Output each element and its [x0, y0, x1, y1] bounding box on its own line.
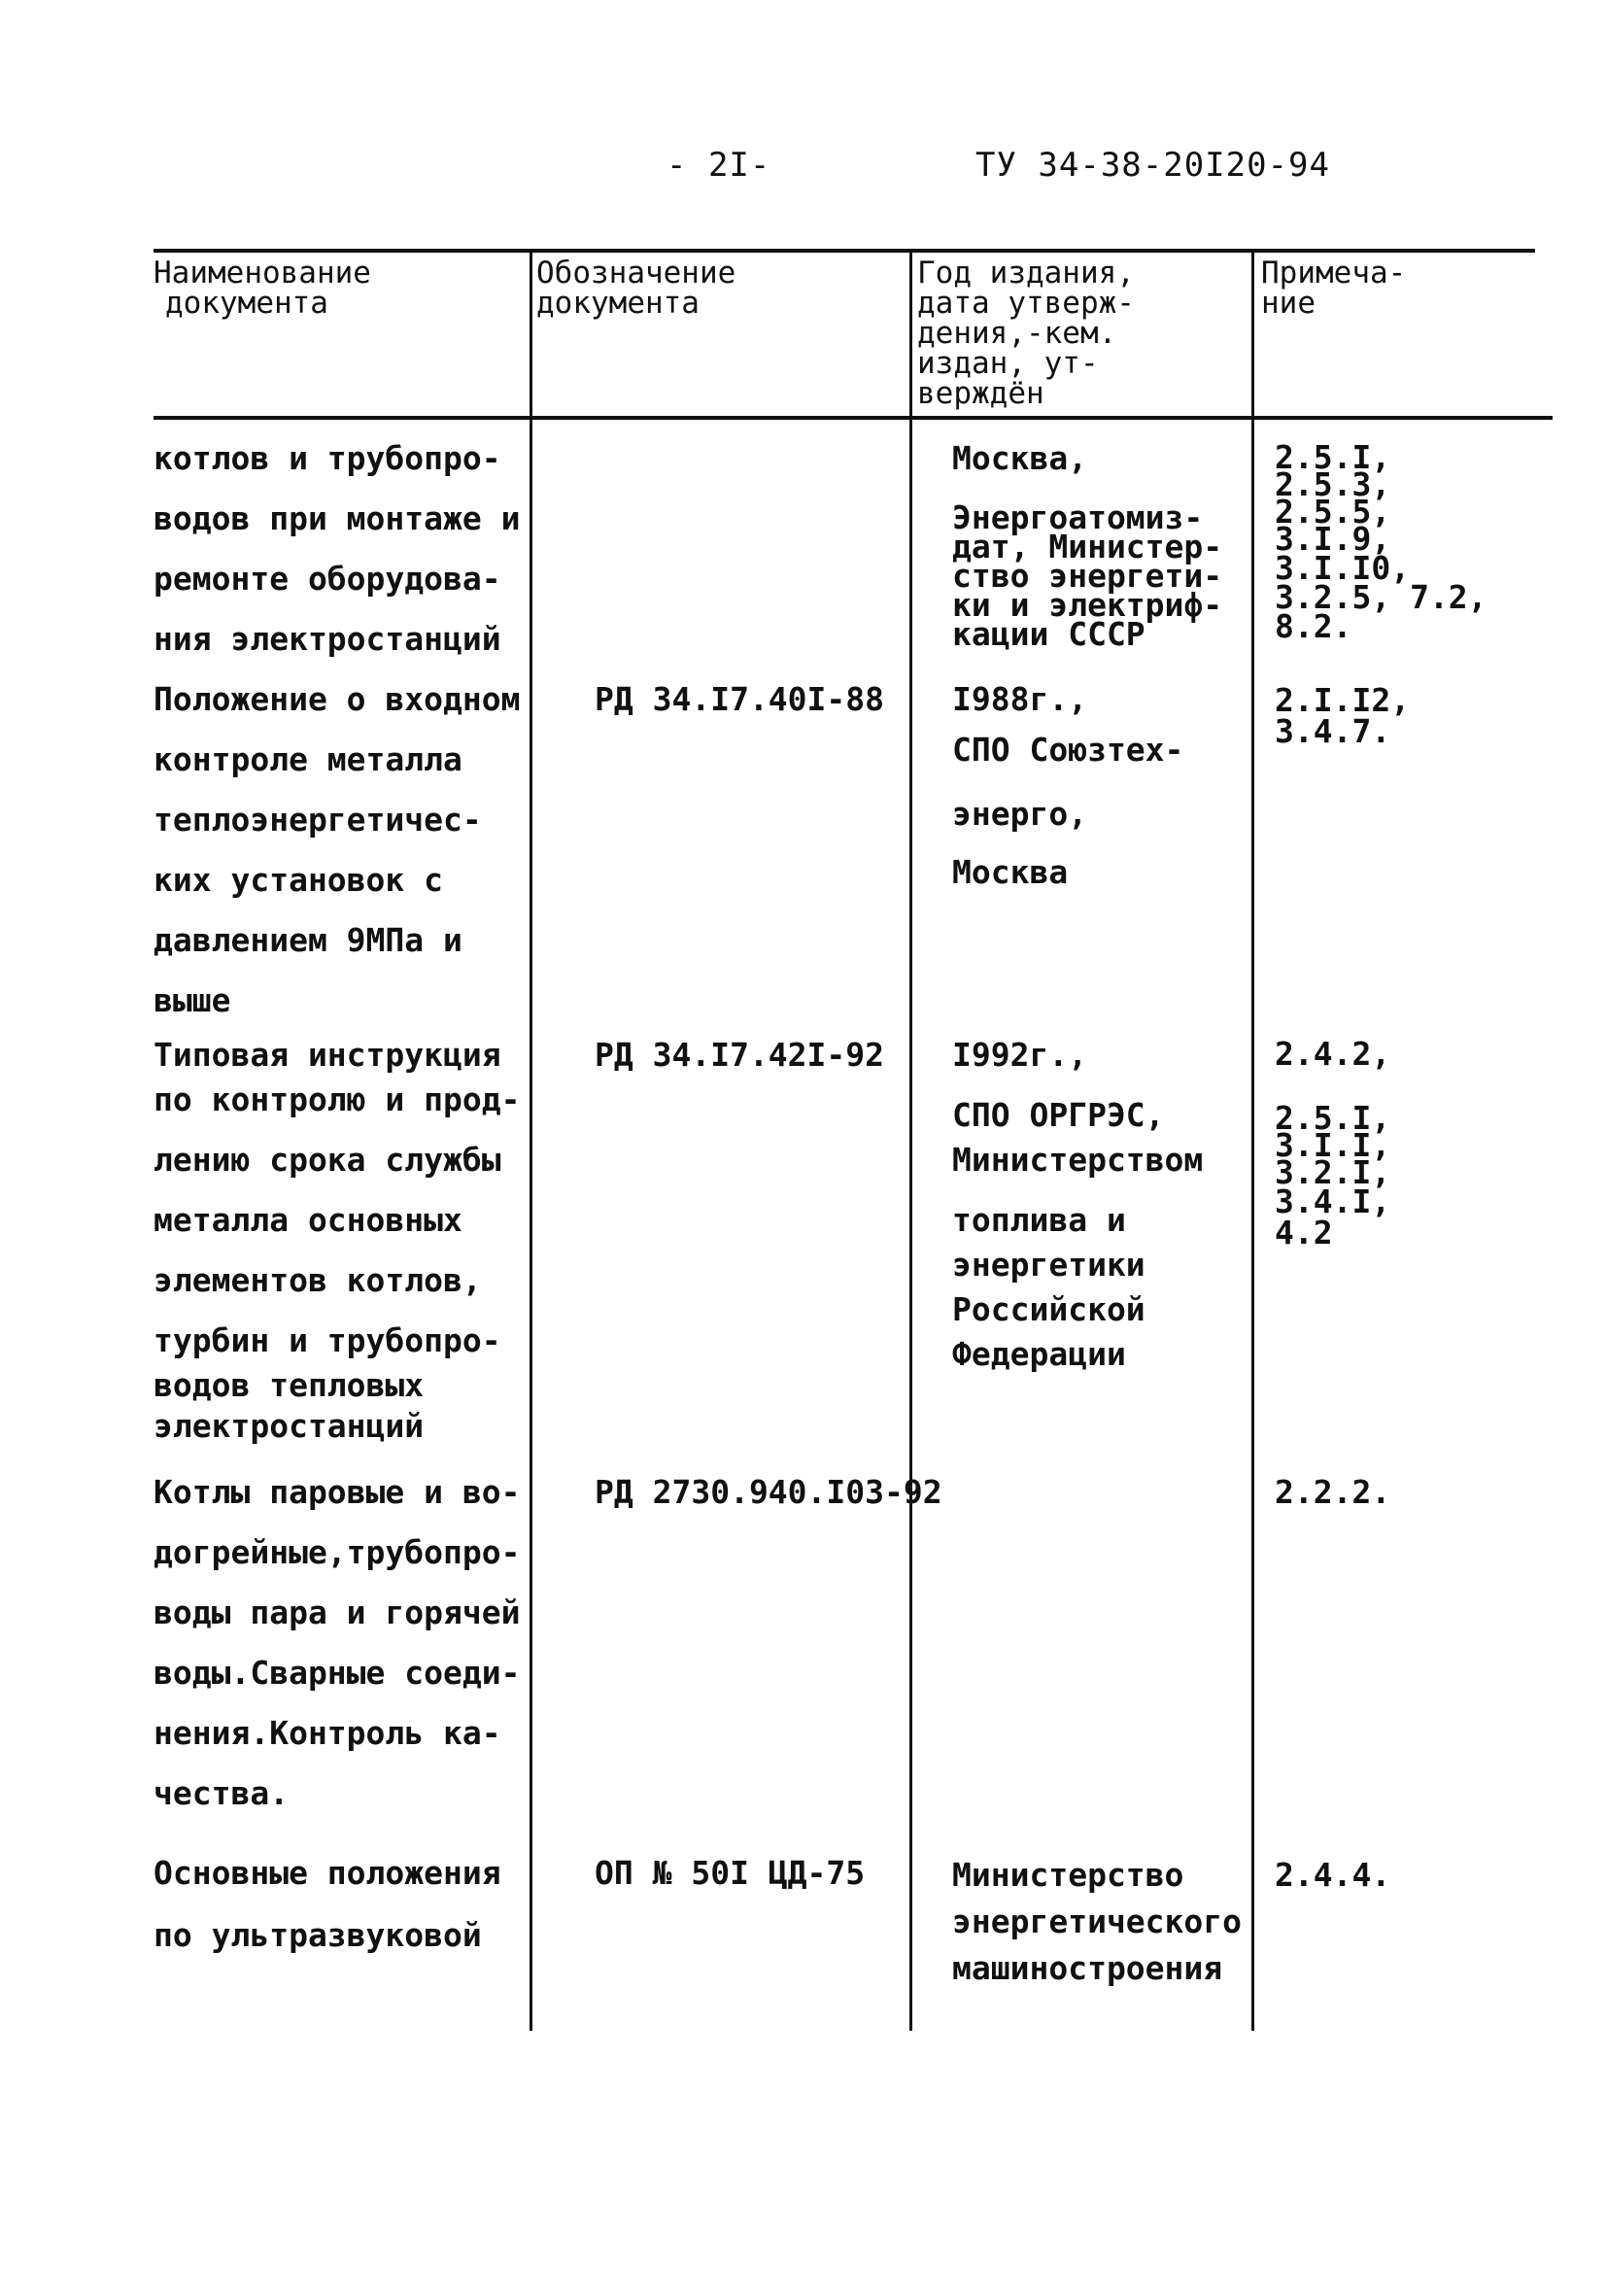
row-name-line: ния электростанций: [154, 620, 501, 658]
row-note-line: 2.I.I2,: [1275, 681, 1411, 719]
row-year-line: Министерством: [952, 1141, 1204, 1179]
row-note-line: 2.2.2.: [1275, 1473, 1391, 1511]
row-name-line: электростанций: [154, 1407, 425, 1445]
table-top-rule: [154, 249, 1535, 253]
row-note-line: 3.4.7.: [1275, 712, 1391, 750]
column-header-year-line: Год издания,: [917, 256, 1135, 291]
row-year-line: дат, Министер-: [952, 528, 1223, 565]
row-note-line: 2.4.4.: [1275, 1856, 1391, 1894]
row-note-line: 2.5.3,: [1275, 465, 1391, 503]
document-number: ТУ 34-38-20I20-94: [975, 146, 1330, 185]
row-name-line: воды пара и горячей: [154, 1593, 521, 1631]
row-year-line: ство энергети-: [952, 557, 1223, 595]
row-note-line: 3.2.5, 7.2,: [1275, 578, 1487, 616]
row-name-line: турбин и трубопро-: [154, 1321, 501, 1359]
row-year-line: Министерство: [952, 1856, 1184, 1894]
row-note-line: 2.5.I,: [1275, 1099, 1391, 1137]
column-divider-2: [909, 251, 912, 2031]
row-name-line: Котлы паровые и во-: [154, 1473, 521, 1511]
row-note-line: 3.2.I,: [1275, 1153, 1391, 1191]
row-year-line: СПО ОРГРЭС,: [952, 1096, 1165, 1134]
row-note-line: 3.I.9,: [1275, 520, 1391, 558]
column-header-designation-line: Обозначение: [536, 256, 736, 291]
row-name-line: догрейные,трубопро-: [154, 1533, 521, 1571]
row-name-line: по контролю и прод-: [154, 1080, 521, 1118]
row-year-line: энерго,: [952, 795, 1088, 833]
row-name-line: Основные положения: [154, 1854, 501, 1892]
row-note-line: 3.4.I,: [1275, 1182, 1391, 1220]
row-year-line: Москва: [952, 853, 1069, 891]
row-year-line: ки и электриф-: [952, 586, 1223, 624]
row-name-line: теплоэнергетичес-: [154, 801, 482, 839]
column-header-name-line: Наименование: [154, 256, 371, 291]
row-year-line: I992г.,: [952, 1036, 1088, 1074]
row-year-line: топлива и: [952, 1201, 1126, 1239]
row-name-line: нения.Контроль ка-: [154, 1714, 501, 1752]
row-name-line: Типовая инструкция: [154, 1036, 501, 1074]
row-year-line: машиностроения: [952, 1949, 1223, 1987]
row-name-line: ких установок с: [154, 861, 444, 899]
row-name-line: воды.Сварные соеди-: [154, 1654, 521, 1692]
row-note-line: 2.5.I,: [1275, 438, 1391, 476]
column-divider-3: [1251, 251, 1254, 2031]
column-header-year-line: верждён: [917, 376, 1044, 411]
row-designation: ОП № 50I ЦД-75: [595, 1854, 866, 1892]
row-year-line: Федерации: [952, 1335, 1126, 1373]
column-header-year-line: дения,-кем.: [917, 316, 1117, 351]
row-name-line: контроле металла: [154, 740, 462, 778]
row-name-line: чества.: [154, 1774, 290, 1812]
row-year-line: I988г.,: [952, 680, 1088, 718]
row-designation: РД 34.I7.42I-92: [595, 1036, 885, 1074]
column-header-designation-line: документа: [536, 286, 700, 321]
column-header-note-line: Примеча-: [1261, 256, 1407, 291]
column-header-year-line: дата утверж-: [917, 286, 1135, 321]
row-note-line: 3.I.I,: [1275, 1126, 1391, 1164]
row-name-line: Положение о входном: [154, 680, 521, 718]
row-year-line: Энергоатомиз-: [952, 498, 1204, 536]
row-name-line: элементов котлов,: [154, 1261, 482, 1299]
column-header-name-line: документа: [165, 286, 328, 321]
row-year-line: Москва,: [952, 439, 1088, 477]
row-designation: РД 34.I7.40I-88: [595, 680, 885, 718]
row-note-line: 8.2.: [1275, 607, 1352, 645]
page-number: - 2I-: [667, 146, 771, 185]
column-header-year-line: издан, ут-: [917, 346, 1099, 381]
row-designation: РД 2730.940.I03-92: [595, 1473, 942, 1511]
row-name-line: ремонте оборудова-: [154, 560, 501, 598]
row-note-line: 2.5.5,: [1275, 493, 1391, 531]
column-divider-1: [530, 251, 532, 2031]
row-note-line: 3.I.I0,: [1275, 549, 1411, 587]
row-note-line: 2.4.2,: [1275, 1035, 1391, 1073]
row-year-line: энергетики: [952, 1246, 1145, 1284]
row-year-line: энергетического: [952, 1902, 1243, 1940]
row-name-line: давлением 9МПа и: [154, 921, 462, 959]
row-name-line: по ультразвуковой: [154, 1916, 482, 1954]
row-name-line: лению срока службы: [154, 1141, 501, 1179]
column-header-note-line: ние: [1261, 286, 1316, 321]
row-name-line: выше: [154, 981, 231, 1019]
row-name-line: водов при монтаже и: [154, 499, 521, 537]
row-name-line: котлов и трубопро-: [154, 439, 501, 477]
row-year-line: Российской: [952, 1290, 1145, 1328]
table-header-rule: [154, 416, 1553, 420]
row-year-line: СПО Союзтех-: [952, 731, 1184, 769]
row-note-line: 4.2: [1275, 1214, 1333, 1251]
row-year-line: кации СССР: [952, 615, 1145, 653]
row-name-line: водов тепловых: [154, 1366, 425, 1404]
row-name-line: металла основных: [154, 1201, 462, 1239]
